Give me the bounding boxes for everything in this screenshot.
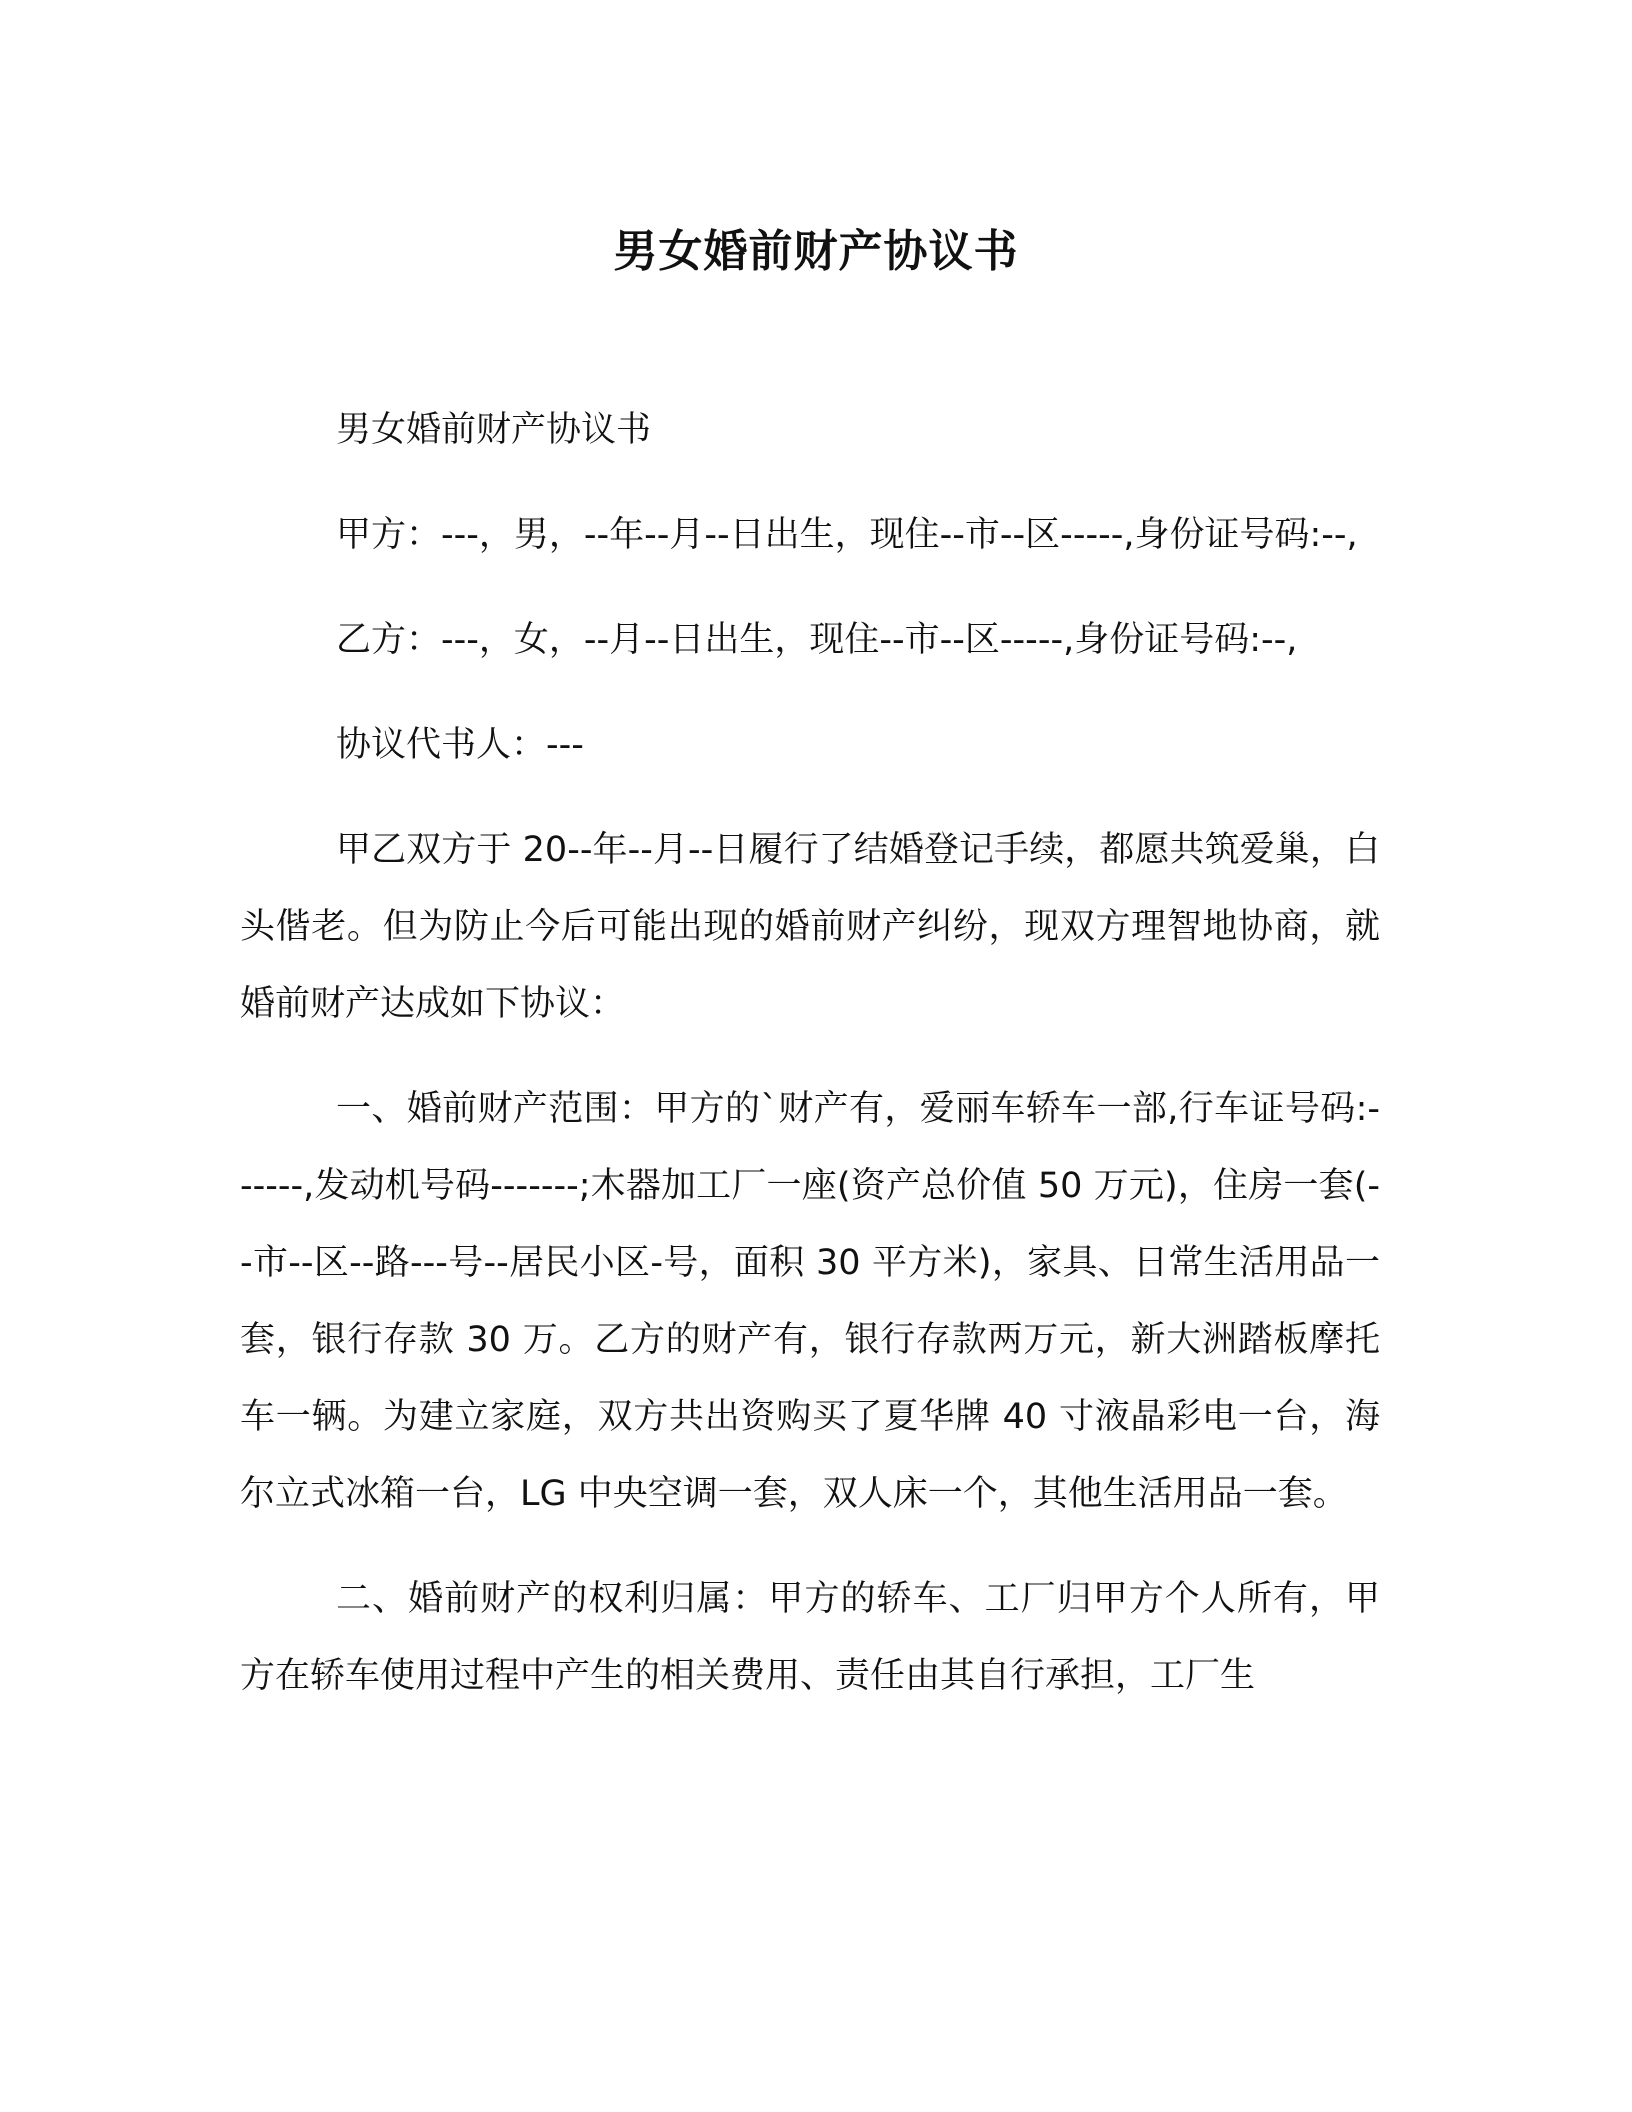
paragraph-party-a: 甲方：---，男，--年--月--日出生，现住--市--区-----,身份证号码:--, — [336, 515, 1358, 555]
paragraph-heading: 男女婚前财产协议书 — [336, 410, 652, 450]
document-body — [240, 392, 1380, 1743]
paragraph-clause-1: 一、婚前财产范围：甲方的`财产有，爱丽车轿车一部,行车证号码:------,发动机号码-------;木器加工厂一座(资产总价值 50 万元)，住房一套(--市--区--路---号--居民小区-号，面积 30 平方米)，家具、日常生活用品一套，银行存款 30 万。乙方的财产有，银行存款两万元，新大洲踏板摩托车一辆。为建立家庭，双方共出资购买了夏华牌 40 寸液晶彩电一台，海尔立式冰箱一台，LG 中央空调一套，双人床一个，其他生活用品一套。 — [240, 1089, 1380, 1514]
paragraph-preamble: 甲乙双方于 20--年--月--日履行了结婚登记手续，都愿共筑爱巢，白头偕老。但为防止今后可能出现的婚前财产纠纷，现双方理智地协商，就婚前财产达成如下协议： — [240, 830, 1380, 1024]
paragraph-party-b: 乙方：---，女，--月--日出生，现住--市--区-----,身份证号码:--, — [336, 620, 1298, 660]
paragraph-clause-2: 二、婚前财产的权利归属：甲方的轿车、工厂归甲方个人所有，甲方在轿车使用过程中产生的相关费用、责任由其自行承担，工厂生 — [240, 1579, 1380, 1696]
paragraph-scribe: 协议代书人：--- — [336, 725, 584, 765]
document-title: 男女婚前财产协议书 — [613, 226, 1019, 277]
